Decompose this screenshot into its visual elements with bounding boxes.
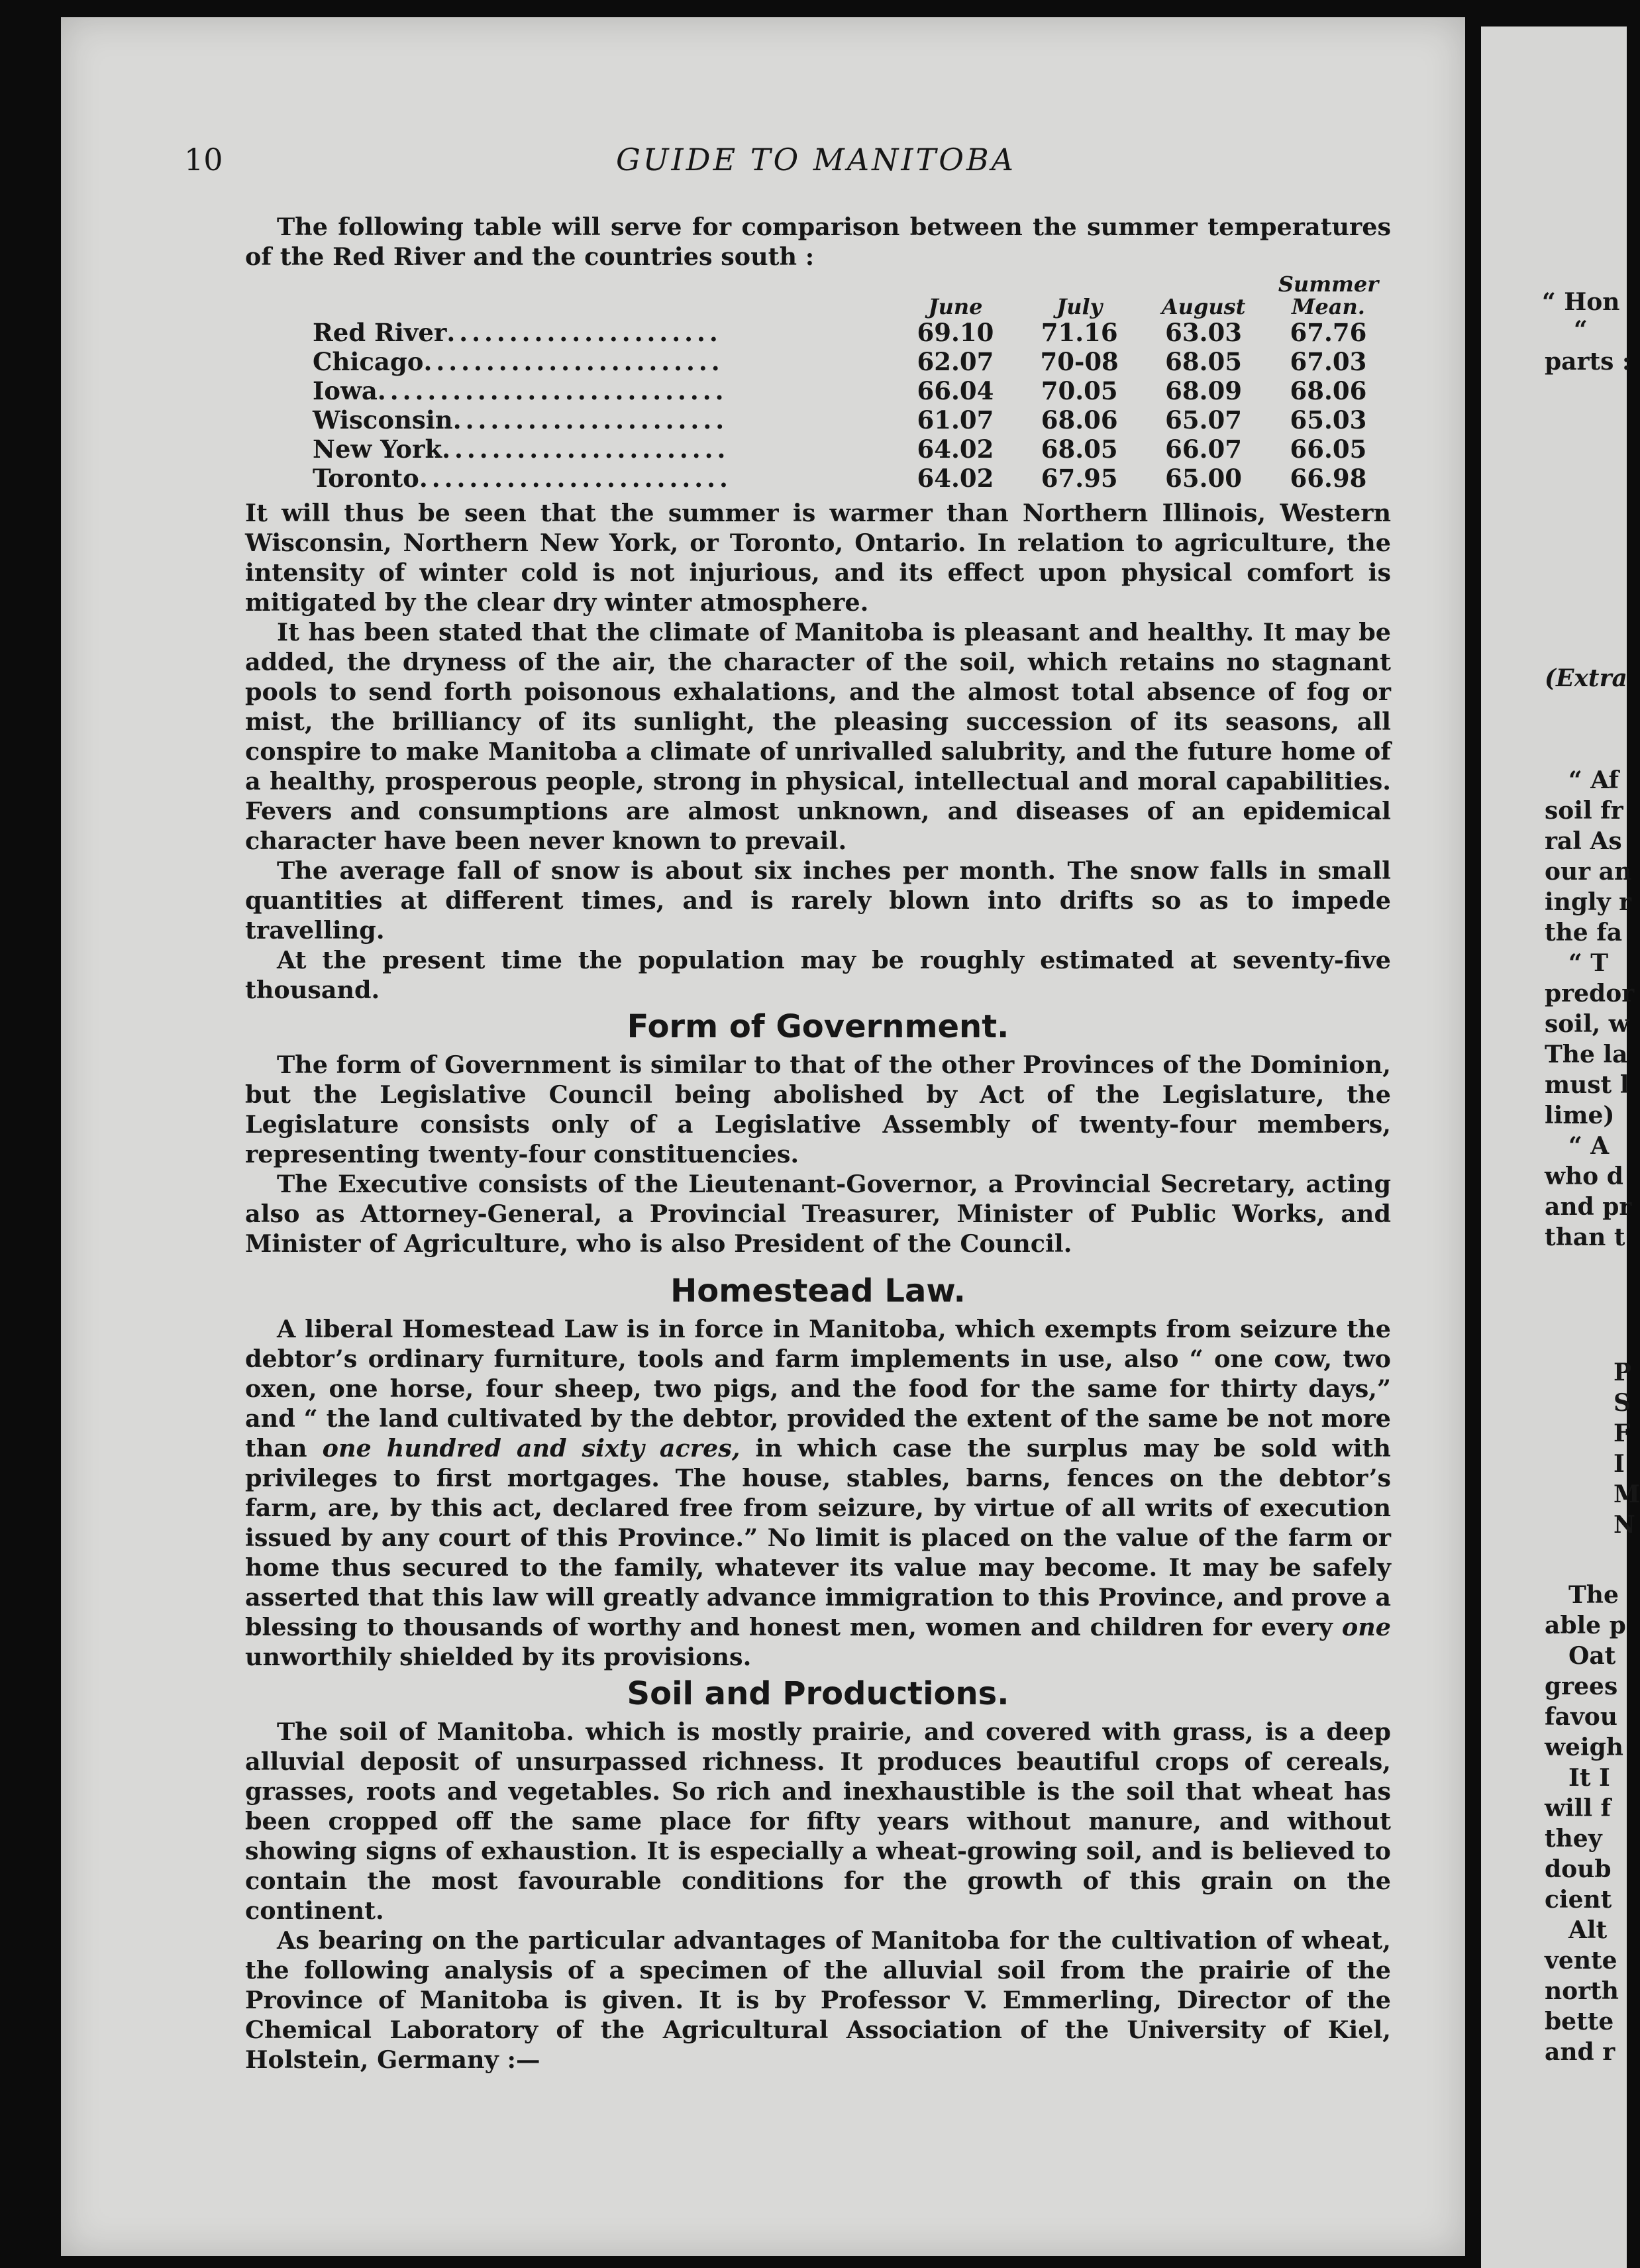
homestead-text-c: unworthily shielded by its provisions. — [245, 1643, 752, 1671]
temperature-table — [306, 273, 1391, 493]
row-place: New York — [313, 435, 442, 464]
snow-paragraph: The average fall of snow is about six inches per month. The snow falls in small quantities at different times, and is rarely blown into drifts so as to impede travelling. — [245, 856, 1391, 945]
row-value: 61.07 — [917, 405, 994, 435]
table-row — [306, 435, 1391, 464]
facing-fragment: and pr — [1545, 1193, 1632, 1221]
col-header-summer-mean: Summer Mean. — [1278, 272, 1379, 319]
row-value: 68.05 — [1165, 347, 1243, 376]
facing-fragment: “ Af — [1568, 766, 1619, 794]
homestead-italic-acres: one hundred and sixty acres, — [322, 1434, 741, 1463]
row-value: 68.06 — [1290, 376, 1367, 405]
homestead-text-a: A liberal Homestead Law is in force in Manitoba, which exempts from seizure the debtor’s ordinary furniture, tools and farm implements in use, also “ one cow, two oxen, one horse, four sheep, two pigs, and the food for the same for thirty days,” and “ the land cultivated by the debtor, provided the extent of the same be not more than — [245, 1315, 1391, 1463]
facing-fragment: who d — [1545, 1162, 1623, 1190]
climate-paragraph-1: It will thus be seen that the summer is warmer than Northern Illinois, Western Wisconsin, Northern New York, or Toronto, Ontario. In relation to agriculture, the intensity of winter cold is not injurious, and its effect upon physical comfort is mitigated by the clear dry winter atmosphere. — [245, 499, 1391, 617]
row-place: Wisconsin — [313, 405, 453, 435]
row-value: 67.76 — [1290, 318, 1367, 347]
facing-fragment: bette — [1545, 2008, 1614, 2036]
government-paragraph-1: The form of Government is similar to that of the other Provinces of the Dominion, but the Legislative Council being abolished by Act of the Legislature, the Legislature consists only of a Legislative Assembly of twenty-four members, representing twenty-four constituencies. — [245, 1051, 1391, 1168]
facing-fragment: ral As — [1545, 827, 1622, 855]
table-intro: The following table will serve for comparison between the summer temperatures of the Red River and the countries south : — [245, 213, 1391, 271]
facing-fragment: M — [1614, 1480, 1640, 1508]
row-place: Iowa — [313, 376, 378, 405]
col-header-june: June — [928, 294, 983, 319]
facing-fragment: weigh — [1545, 1733, 1623, 1761]
facing-fragment: “ A — [1568, 1132, 1610, 1160]
row-value: 64.02 — [917, 435, 994, 464]
heading-form-of-government: Form of Government. — [627, 1008, 1009, 1045]
row-value: 64.02 — [917, 464, 994, 493]
row-value: 67.95 — [1041, 464, 1118, 493]
facing-fragment: they — [1545, 1825, 1602, 1853]
col-header-july: July — [1056, 294, 1103, 319]
facing-fragment: our an — [1545, 858, 1632, 886]
dot-leader: ...................... — [452, 405, 729, 435]
facing-fragment: than t — [1545, 1223, 1625, 1251]
page-number: 10 — [184, 142, 223, 178]
facing-fragment: predor — [1545, 980, 1635, 1007]
facing-fragment: Oat — [1568, 1642, 1616, 1670]
dot-leader: ........................ — [423, 347, 724, 376]
facing-fragment: I — [1614, 1450, 1625, 1478]
facing-fragment: cient — [1545, 1886, 1612, 1914]
row-value: 66.07 — [1165, 435, 1243, 464]
facing-fragment: ingly r — [1545, 888, 1632, 916]
row-place: Red River — [313, 318, 447, 347]
row-value: 68.09 — [1165, 376, 1243, 405]
soil-paragraph: The soil of Manitoba. which is mostly prairie, and covered with grass, is a deep alluvial deposit of unsurpassed richness. It produces beautiful crops of cereals, grasses, roots and vegetables. So rich and inexhaustible is the soil that wheat has been cropped off the same place for fifty years without manure, and without showing signs of exhaustion. It is especially a wheat-growing soil, and is believed to contain the most favourable conditions for the growth of this grain on the continent. — [245, 1718, 1391, 1925]
facing-fragment: parts : — [1545, 348, 1631, 376]
row-value: 68.05 — [1041, 435, 1118, 464]
facing-fragment: will f — [1545, 1794, 1612, 1822]
facing-fragment: favou — [1545, 1703, 1617, 1731]
table-row — [306, 318, 1391, 347]
row-value: 68.06 — [1041, 405, 1118, 435]
table-header-row — [306, 273, 1391, 318]
facing-page-edge — [1481, 26, 1640, 2268]
facing-fragment: “ Hon — [1542, 288, 1620, 316]
climate-paragraph-2: It has been stated that the climate of Manitoba is pleasant and healthy. It may be added, the dryness of the air, the character of the soil, which retains no stagnant pools to send forth poisonous exhalations, and the almost total absence of fog or mist, the brilliancy of its sunlight, the pleasing succession of its seasons, all conspire to make Manitoba a climate of unrivalled salubrity, and the future home of a healthy, prosperous people, strong in physical, intellectual and moral capabilities. Fevers and consumptions are almost unknown, and diseases of an epidemical character have been never known to prevail. — [245, 618, 1391, 855]
row-value: 66.05 — [1290, 435, 1367, 464]
facing-fragment: The — [1568, 1581, 1619, 1609]
table-row — [306, 376, 1391, 405]
facing-fragment: north — [1545, 1977, 1619, 2005]
page-body — [245, 212, 1391, 2075]
facing-fragment: the fa — [1545, 919, 1623, 947]
row-place: Chicago — [313, 347, 424, 376]
facing-fragment: grees — [1545, 1673, 1618, 1700]
dot-leader: ...................... — [446, 318, 722, 347]
dot-leader: ............................ — [377, 376, 728, 405]
facing-fragment: soil, w — [1545, 1010, 1629, 1038]
homestead-text-b: in which case the surplus may be sold with privileges to first mortgages. The house, stables, barns, fences on the debtor’s farm, are, by this act, declared free from seizure, by virtue of all writs of execution issued by any court of this Province.” No limit is placed on the value of the farm or home thus secured to the family, whatever its value may become. It may be safely asserted that this law will greatly advance immigration to this Province, and prove a blessing to thousands of worthy and honest men, women and children for every — [245, 1434, 1391, 1641]
facing-fragment: “ T — [1568, 949, 1609, 977]
facing-fragment: P — [1614, 1359, 1632, 1386]
dot-leader: ....................... — [442, 435, 730, 464]
row-value: 65.03 — [1290, 405, 1367, 435]
facing-fragment: It I — [1568, 1764, 1610, 1792]
facing-fragment: soil fr — [1545, 797, 1623, 825]
col-header-august: August — [1161, 294, 1246, 319]
facing-fragment: The la — [1545, 1041, 1628, 1068]
facing-fragment: N — [1614, 1511, 1635, 1539]
table-row — [306, 405, 1391, 435]
facing-fragment: S — [1614, 1389, 1631, 1417]
row-value: 70.05 — [1041, 376, 1118, 405]
row-value: 67.03 — [1290, 347, 1367, 376]
facing-fragment: Alt — [1568, 1916, 1608, 1944]
running-head: GUIDE TO MANITOBA — [616, 142, 1016, 178]
analysis-paragraph: As bearing on the particular advantages of Manitoba for the cultivation of wheat, the following analysis of a specimen of the alluvial soil from the prairie of the Province of Manitoba is given. It is by Professor V. Emmerling, Director of the Chemical Laboratory of the Agricultural Association of the University of Kiel, Holstein, Germany :— — [245, 1926, 1391, 2074]
dot-leader: ......................... — [419, 464, 732, 493]
population-paragraph: At the present time the population may be roughly estimated at seventy-five thousand. — [245, 946, 1391, 1004]
row-value: 65.00 — [1165, 464, 1243, 493]
facing-fragment: vente — [1545, 1947, 1617, 1975]
heading-soil-and-productions: Soil and Productions. — [627, 1675, 1009, 1712]
facing-fragment: must l — [1545, 1071, 1629, 1099]
row-value: 66.98 — [1290, 464, 1367, 493]
header-blank — [306, 273, 894, 318]
row-value: 71.16 — [1041, 318, 1118, 347]
row-value: 70-08 — [1040, 347, 1119, 376]
row-value: 65.07 — [1165, 405, 1243, 435]
facing-fragment: (Extra — [1545, 664, 1627, 692]
homestead-italic-one: one — [1341, 1613, 1391, 1641]
table-row — [306, 464, 1391, 493]
facing-fragment: “ — [1574, 316, 1588, 344]
row-value: 62.07 — [917, 347, 994, 376]
row-place: Toronto — [313, 464, 419, 493]
row-value: 66.04 — [917, 376, 994, 405]
row-value: 69.10 — [917, 318, 994, 347]
facing-fragment: lime) — [1545, 1102, 1615, 1129]
homestead-paragraph — [245, 1314, 1391, 1672]
government-paragraph-2: The Executive consists of the Lieutenant-Governor, a Provincial Secretary, acting also as Attorney-General, a Provincial Treasurer, Minister of Public Works, and Minister of Agriculture, who is also President of the Council. — [245, 1170, 1391, 1258]
facing-fragment: able p — [1545, 1612, 1626, 1639]
facing-fragment: F — [1614, 1419, 1631, 1447]
facing-fragment: and r — [1545, 2038, 1615, 2066]
row-value: 63.03 — [1165, 318, 1243, 347]
facing-fragment: doub — [1545, 1855, 1612, 1883]
heading-homestead-law: Homestead Law. — [670, 1272, 966, 1310]
table-row — [306, 347, 1391, 376]
